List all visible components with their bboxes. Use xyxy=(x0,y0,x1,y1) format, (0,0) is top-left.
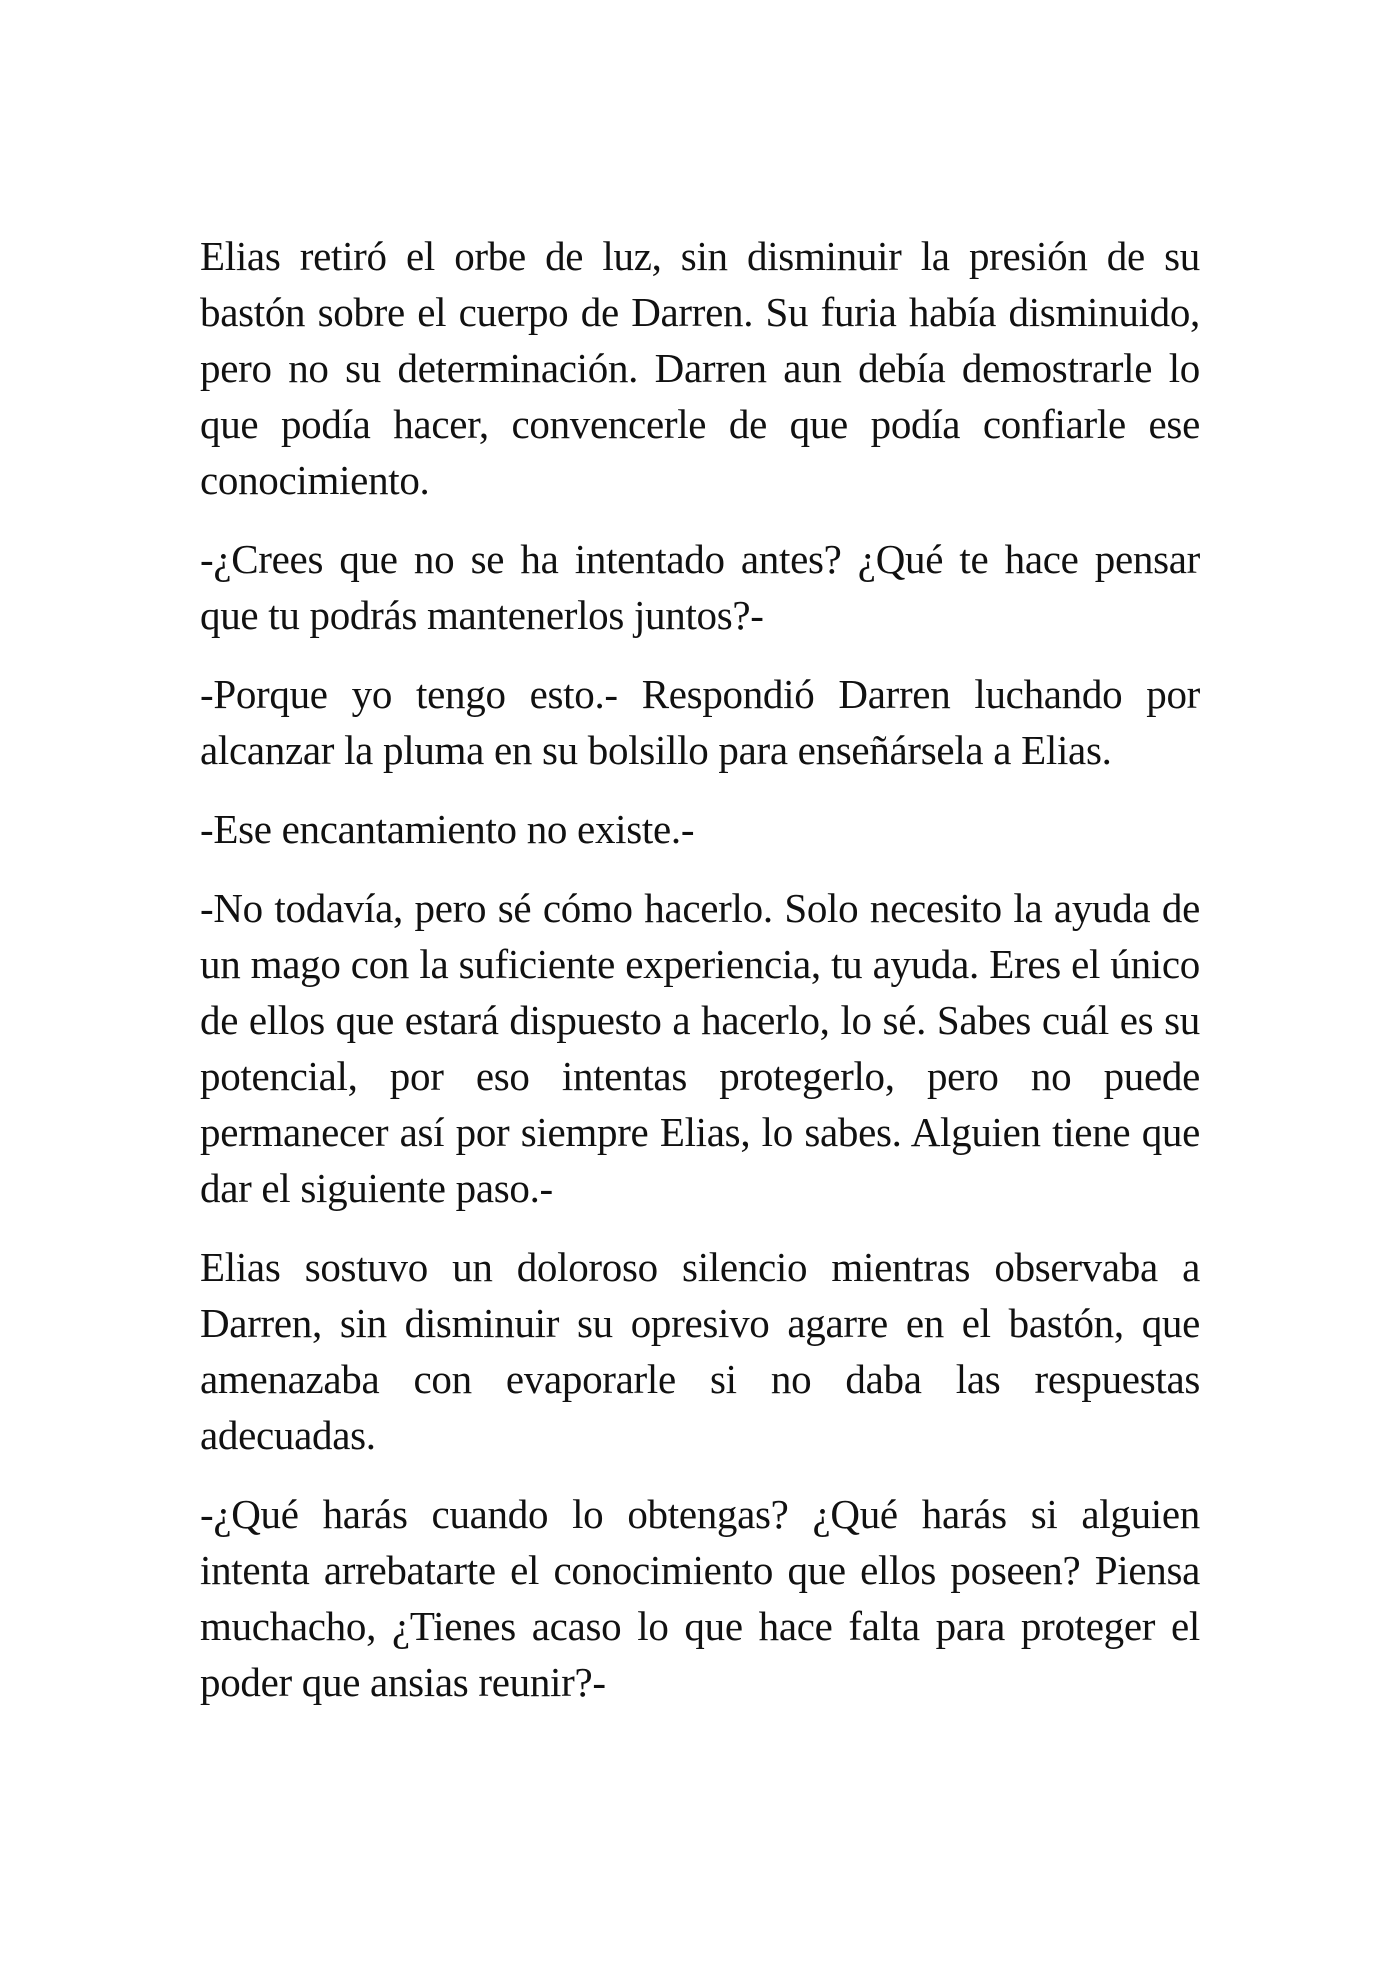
page-body xyxy=(200,228,1200,1733)
paragraph-3: -Porque yo tengo esto.- Respondió Darren luchando por alcanzar la pluma en su bolsillo para enseñársela a Elias. xyxy=(200,671,1200,773)
paragraph-1: Elias retiró el orbe de luz, sin disminuir la presión de su bastón sobre el cuerpo de Darren. Su furia había disminuido, pero no su determinación. Darren aun debía demostrarle lo que podía hacer, convencerle de que podía confiarle ese conocimiento. xyxy=(200,233,1200,503)
paragraph-7: -¿Qué harás cuando lo obtengas? ¿Qué harás si alguien intenta arrebatarte el conocimiento que ellos poseen? Piensa muchacho, ¿Tienes acaso lo que hace falta para proteger el poder que ansias reunir?- xyxy=(200,1491,1200,1705)
paragraph-6: Elias sostuvo un doloroso silencio mientras observaba a Darren, sin disminuir su opresivo agarre en el bastón, que amenazaba con evaporarle si no daba las respuestas adecuadas. xyxy=(200,1244,1200,1458)
paragraph-2: -¿Crees que no se ha intentado antes? ¿Qué te hace pensar que tu podrás mantenerlos juntos?- xyxy=(200,536,1200,638)
paragraph-4: -Ese encantamiento no existe.- xyxy=(200,806,695,852)
paragraph-5: -No todavía, pero sé cómo hacerlo. Solo necesito la ayuda de un mago con la suficiente experiencia, tu ayuda. Eres el único de ellos que estará dispuesto a hacerlo, lo sé. Sabes cuál es su potencial, por eso intentas protegerlo, pero no puede permanecer así por siempre Elias, lo sabes. Alguien tiene que dar el siguiente paso.- xyxy=(200,885,1200,1211)
